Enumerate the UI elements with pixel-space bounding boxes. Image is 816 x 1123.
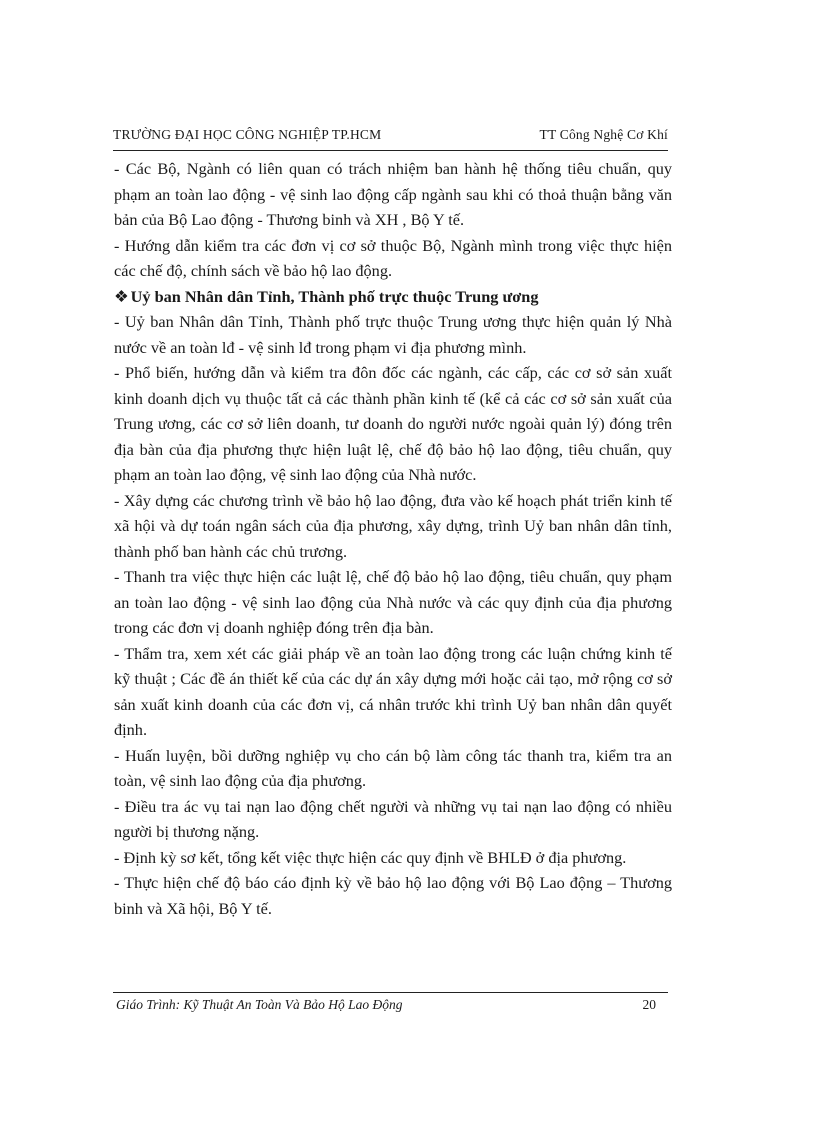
paragraph: - Phổ biến, hướng dẫn và kiểm tra đôn đốc các ngành, các cấp, các cơ sở sản xuất kinh doanh dịch vụ thuộc tất cả các thành phần kinh tế (kể cả các cơ sở sản xuất của Trung ương, các cơ sở liên doanh, tư doanh do người nước ngoài quản lý) đóng trên địa bàn của địa phương thực hiện luật lệ, chế độ bảo hộ lao động, tiêu chuẩn, quy phạm an toàn lao động, vệ sinh lao động của Nhà nước.	[114, 363, 672, 484]
document-body	[114, 156, 672, 921]
page-footer	[116, 997, 656, 1017]
paragraph: - Điều tra ác vụ tai nạn lao động chết người và những vụ tai nạn lao động có nhiều người bị thương nặng.	[114, 796, 672, 841]
footer-textbook-title: Giáo Trình: Kỹ Thuật An Toàn Và Bảo Hộ Lao Động	[116, 997, 403, 1012]
paragraph: - Thực hiện chế độ báo cáo định kỳ về bảo hộ lao động với Bộ Lao động – Thương binh và Xã hội, Bộ Y tế.	[114, 873, 672, 918]
paragraph: - Xây dựng các chương trình về bảo hộ lao động, đưa vào kế hoạch phát triển kinh tế xã hội và dự toán ngân sách của địa phương, xây dựng, trình Uỷ ban nhân dân tỉnh, thành phố ban hành các chủ trương.	[114, 490, 672, 561]
paragraph: - Hướng dẫn kiểm tra các đơn vị cơ sở thuộc Bộ, Ngành mình trong việc thực hiện các chế độ, chính sách về bảo hộ lao động.	[114, 235, 672, 280]
paragraph: - Thanh tra việc thực hiện các luật lệ, chế độ bảo hộ lao động, tiêu chuẩn, quy phạm an toàn lao động - vệ sinh lao động của Nhà nước và các quy định của địa phương trong các đơn vị doanh nghiệp đóng trên địa bàn.	[114, 567, 672, 637]
paragraph: - Huấn luyện, bồi dưỡng nghiệp vụ cho cán bộ làm công tác thanh tra, kiểm tra an toàn, vệ sinh lao động của địa phương.	[114, 745, 672, 790]
paragraph: - Thẩm tra, xem xét các giải pháp về an toàn lao động trong các luận chứng kinh tế kỹ thuật ; Các đề án thiết kế của các dự án xây dựng mới hoặc cải tạo, mở rộng cơ sở sản xuất kinh doanh của các đơn vị, cá nhân trước khi trình Uỷ ban nhân dân quyết định.	[114, 643, 672, 739]
footer-divider	[113, 992, 668, 993]
page-header	[113, 127, 668, 149]
header-school-name: TRƯỜNG ĐẠI HỌC CÔNG NGHIỆP TP.HCM	[113, 127, 382, 142]
page-number: 20	[642, 997, 656, 1012]
paragraph: - Các Bộ, Ngành có liên quan có trách nhiệm ban hành hệ thống tiêu chuẩn, quy phạm an toàn lao động - vệ sinh lao động cấp ngành sau khi có thoả thuận bằng văn bản của Bộ Lao động - Thương binh và XH , Bộ Y tế.	[114, 159, 672, 229]
header-department: TT Công Nghệ Cơ Khí	[539, 127, 668, 142]
section-heading-text: Uỷ ban Nhân dân Tỉnh, Thành phố trực thuộc Trung ương	[130, 286, 539, 306]
paragraph: - Uỷ ban Nhân dân Tỉnh, Thành phố trực thuộc Trung ương thực hiện quản lý Nhà nước về an toàn lđ - vệ sinh lđ trong phạm vi địa phương mình.	[114, 312, 672, 357]
section-heading	[114, 284, 672, 310]
header-divider	[113, 150, 668, 151]
diamond-bullet-icon: ❖	[114, 286, 129, 306]
paragraph: - Định kỳ sơ kết, tổng kết việc thực hiện các quy định về BHLĐ ở địa phương.	[114, 847, 627, 867]
